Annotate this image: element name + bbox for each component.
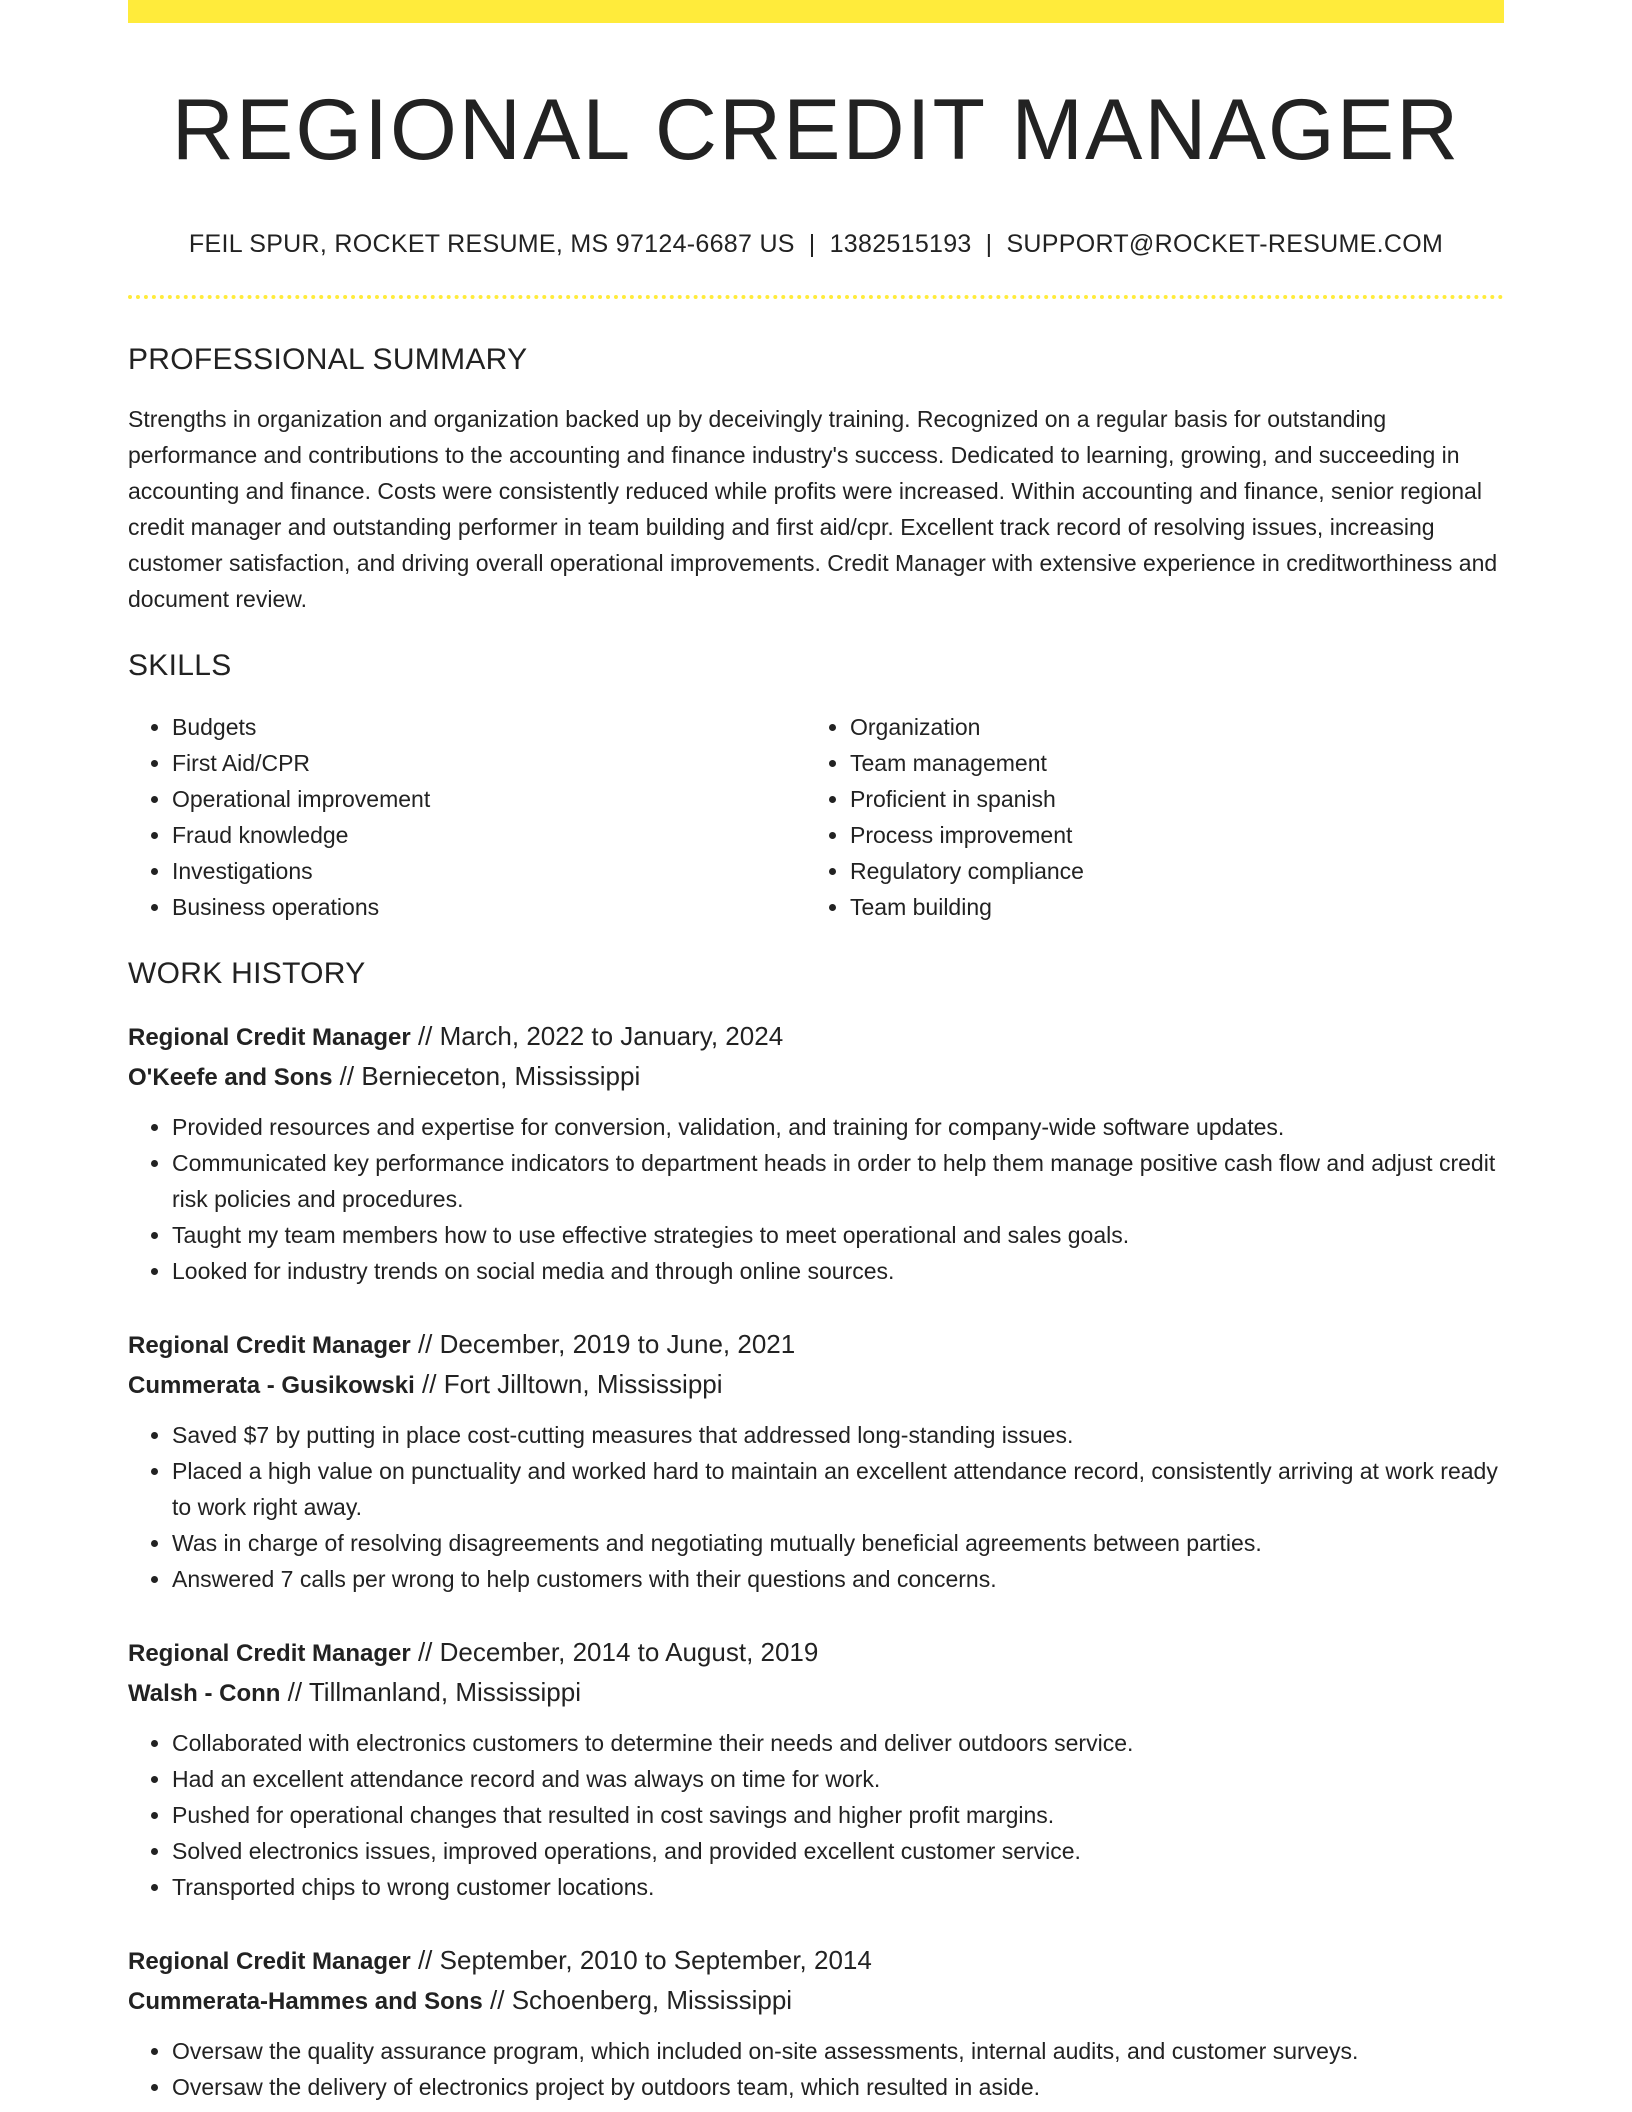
accent-bar [128, 0, 1504, 23]
job-company: Walsh - Conn [128, 1679, 281, 1707]
job-company: O'Keefe and Sons [128, 1063, 333, 1091]
job-dates: September, 2010 to September, 2014 [439, 1944, 872, 1975]
skill-item: • Operational improvement [172, 781, 806, 817]
skill-item: • Regulatory compliance [850, 853, 1484, 889]
contact-separator: | [985, 229, 993, 258]
job-role-line [128, 1941, 1504, 1981]
contact-phone: 1382515193 [829, 229, 972, 258]
job-bullet: • Had an excellent attendance record and was always on time for work. [172, 1761, 1504, 1797]
job-bullet: • Provided resources and expertise for conversion, validation, and training for company-wide software updates. [172, 1109, 1504, 1145]
job-bullet: • Saved $7 by putting in place cost-cutting measures that addressed long-standing issues. [172, 1417, 1504, 1453]
job-bullets [128, 1109, 1504, 1289]
contact-line [128, 230, 1504, 259]
job-bullet: • Answered 7 calls per wrong to help customers with their questions and concerns. [172, 1561, 1504, 1597]
job-entry [128, 1325, 1504, 1597]
job-separator: // [422, 1368, 437, 1399]
skill-item: • Budgets [172, 709, 806, 745]
job-separator: // [417, 1944, 433, 1975]
contact-separator: | [808, 229, 816, 258]
resume-title: REGIONAL CREDIT MANAGER [171, 82, 1461, 178]
job-bullets [128, 2033, 1504, 2105]
job-role: Regional Credit Manager [128, 1023, 411, 1051]
job-bullet: • Looked for industry trends on social media and through online sources. [172, 1253, 1504, 1289]
job-entry [128, 1633, 1504, 1905]
summary-heading: PROFESSIONAL SUMMARY [128, 342, 528, 376]
job-bullet: • Placed a high value on punctuality and worked hard to maintain an excellent attendance record, consistently arriving at work ready to work right away. [172, 1453, 1504, 1525]
job-role-line [128, 1325, 1504, 1365]
job-bullet: • Taught my team members how to use effective strategies to meet operational and sales goals. [172, 1217, 1504, 1253]
job-separator: // [417, 1636, 433, 1667]
job-location: Schoenberg, Mississippi [511, 1984, 793, 2015]
job-role-line [128, 1017, 1504, 1057]
job-separator: // [417, 1020, 433, 1051]
job-dates: December, 2019 to June, 2021 [439, 1328, 796, 1359]
job-bullet: • Transported chips to wrong customer locations. [172, 1869, 1504, 1905]
job-entry [128, 1941, 1504, 2105]
header-divider [128, 295, 1504, 299]
job-entry [128, 1017, 1504, 1289]
skill-item: • Team building [850, 889, 1484, 925]
job-role: Regional Credit Manager [128, 1947, 411, 1975]
skill-item: • Organization [850, 709, 1484, 745]
job-separator: // [287, 1676, 303, 1707]
skill-item: • Business operations [172, 889, 806, 925]
job-location: Bernieceton, Mississippi [361, 1060, 641, 1091]
job-role-line [128, 1633, 1504, 1673]
skills-heading: SKILLS [128, 648, 232, 682]
job-bullet: • Collaborated with electronics customers to determine their needs and deliver outdoors service. [172, 1725, 1504, 1761]
job-company-line [128, 1365, 1504, 1405]
skill-item: • Team management [850, 745, 1484, 781]
job-dates: December, 2014 to August, 2019 [439, 1636, 819, 1667]
job-bullets [128, 1725, 1504, 1905]
skill-item: • Fraud knowledge [172, 817, 806, 853]
job-bullet: • Solved electronics issues, improved operations, and provided excellent customer service. [172, 1833, 1504, 1869]
summary-text: Strengths in organization and organization backed up by deceivingly training. Recognized on a regular basis for outstanding performance and contributions to the accounting and finance industry's success. Dedicated to learning, growing, and succeeding in accounting and finance. Costs were consistently reduced while profits were increased. Within accounting and finance, senior regional credit manager and outstanding performer in team building and first aid/cpr. Excellent track record of resolving issues, increasing customer satisfaction, and driving overall operational improvements. Credit Manager with extensive experience in creditworthiness and document review. [128, 405, 1498, 612]
job-company-line [128, 1981, 1504, 2021]
job-location: Fort Jilltown, Mississippi [443, 1368, 723, 1399]
job-bullet: • Pushed for operational changes that resulted in cost savings and higher profit margins. [172, 1797, 1504, 1833]
skill-item: • Process improvement [850, 817, 1484, 853]
job-bullet: • Oversaw the quality assurance program, which included on-site assessments, internal audits, and customer surveys. [172, 2033, 1504, 2069]
job-bullet: • Was in charge of resolving disagreements and negotiating mutually beneficial agreements between parties. [172, 1525, 1504, 1561]
skill-item: • First Aid/CPR [172, 745, 806, 781]
job-bullet: • Oversaw the delivery of electronics project by outdoors team, which resulted in aside. [172, 2069, 1504, 2105]
resume-page [128, 0, 1504, 2105]
job-company: Cummerata - Gusikowski [128, 1371, 415, 1399]
job-separator: // [339, 1060, 355, 1091]
job-company-line [128, 1057, 1504, 1097]
job-location: Tillmanland, Mississippi [308, 1676, 582, 1707]
job-company: Cummerata-Hammes and Sons [128, 1987, 483, 2015]
job-separator: // [490, 1984, 505, 2015]
job-dates: March, 2022 to January, 2024 [439, 1020, 784, 1051]
job-role: Regional Credit Manager [128, 1639, 411, 1667]
skills-column-right [806, 709, 1484, 925]
contact-email: SUPPORT@ROCKET-RESUME.COM [1006, 229, 1444, 258]
skill-item: • Proficient in spanish [850, 781, 1484, 817]
job-bullets [128, 1417, 1504, 1597]
skills-list [128, 709, 1504, 925]
job-company-line [128, 1673, 1504, 1713]
work-history-heading: WORK HISTORY [128, 956, 366, 990]
job-bullet: • Communicated key performance indicators to department heads in order to help them manage positive cash flow and adjust credit risk policies and procedures. [172, 1145, 1504, 1217]
job-role: Regional Credit Manager [128, 1331, 411, 1359]
job-separator: // [417, 1328, 433, 1359]
contact-address: FEIL SPUR, ROCKET RESUME, MS 97124-6687 US [188, 229, 795, 258]
skill-item: • Investigations [172, 853, 806, 889]
skills-column-left [128, 709, 806, 925]
